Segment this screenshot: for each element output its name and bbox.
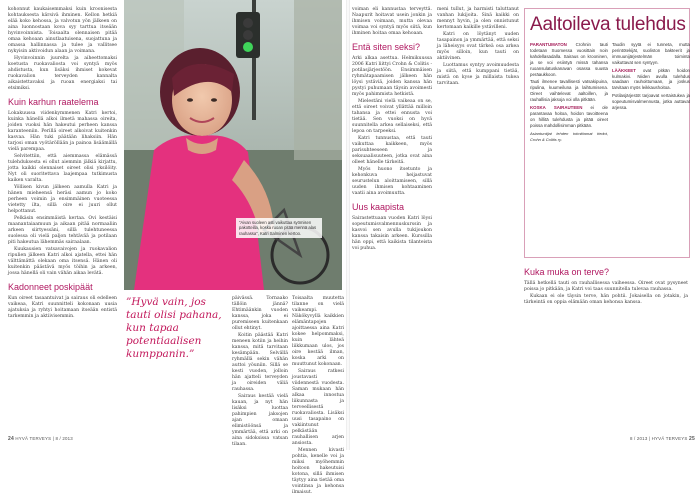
page-number: 25: [688, 436, 695, 442]
publication-name: 8 / 2013 | HYVÄ TERVEYS: [630, 436, 688, 441]
right-column-2: [437, 7, 519, 88]
info-paragraph: [612, 68, 690, 92]
paragraph: Yöllisen kivun jälkeen aamulla Katri ja hänen mieheensä heräsi aamun jo koko perheen voimin ja ensimmäinen vuoteessa vietetty ilta, sillä oire ei juuri ollut helpottanut.: [8, 185, 117, 214]
section-heading: Kadonneet poskipäät: [8, 282, 93, 292]
paragraph: päivässä. Tornaako tällöin jännä? Ehtimäänkin vuoden kanssa, joka ei puremiseen kuitenkaan ollut ehtinyt.: [232, 296, 288, 331]
photo-caption: ”Aivan suoleen asti vaikuttaa syömisen pakotteilla, koska ruoan pitää mennä alas rauhassa”, Katri Salminen kertoo.: [236, 218, 322, 238]
portrait-photo: [124, 0, 342, 290]
lead-word: KOSKA SAIRAUTEEN: [530, 105, 583, 111]
right-column-3: [524, 262, 688, 307]
photo-illustration: [124, 0, 342, 290]
section-heading: Kuka muka on terve?: [524, 267, 610, 277]
info-paragraph: [612, 93, 690, 111]
paragraph: Pelkäsin ensimmäistä kertaa. Ovi kestäisi maanantaiaamuun ja aikaan pitää normaaliin arkeen siirtyessäni, sillä tulehtuneessa suolessa oli vielä paljon tehtävää ja potilaan piti hakeutua lähemmäs sairaalaan.: [8, 216, 117, 245]
paragraph: Myös huono itsetunto ja kehonkuva heijastuvat seurustelun aloittamiseen, sillä uuden ihmisen kohtaaminen vaatii aina avoimuutta.: [352, 167, 432, 196]
section-heading: Kuin karhun raatelema: [8, 97, 99, 107]
info-paragraph: [530, 79, 608, 103]
info-box-column-1: [530, 42, 608, 145]
publication-name: HYVÄ TERVEYS | 8 / 2013: [15, 436, 73, 441]
paragraph: Hyvinvoinnin juurelta ja aiheettomaksi koetusta ruokavaliosta voi syntyä myös ahdistusta, kun lisäksi ihmiset kokevat ruokavalion terveyden kannalta aikaistettavaksi ja ruoan energiaksi tai etsimiksi.: [8, 56, 117, 91]
paragraph: Selvitettiin, että aiemmassa elämässä tulehduksesta ei ollut aiemmin jälkiä kirjattu, jotta kaikki olennaiset oireet olisi yksilöity. Nyt oli suoritettava laajempaa tutkimusta kaiken varalta.: [8, 154, 117, 183]
paragraph-text: Tauti ilmenee tavallisesti vatsakipuina, ripulina, kuumeiluna ja laihtumisena. Oireet vaihtelevat aaltoillen, ja rauhallisia jaksoja voi olla pitkään.: [530, 79, 608, 103]
paragraph: Toisaalta muutetta tilanne on vielä vaikeampi. Näkökyvyllä kaikkien elämäntapojen ajoittaessa aina Katri kokee helpommaksi, kuin lähteä liikkumaan ulos, jos oire kestää ilman, koska arki on muuttunut kokonaan.: [292, 296, 344, 367]
paragraph-text: Crohnin tauti todetaan Suomessa vuosittain noin kahdellasadalla. Sairaus on krooninen, ja se voi esiintyä missä tahansa ruoansulatuskanavan osassa suusta peräaukkoon.: [530, 42, 608, 77]
lead-word: PARANTUMATON: [530, 42, 567, 47]
paragraph: Luottamus syntyy avoimuudesta ja siitä, että kumppani tietää, mistä on kyse ja millaista tukea tarvitaan.: [437, 63, 519, 86]
info-paragraph: [612, 42, 690, 66]
paragraph: meni tullut, ja harmisti taluttanut vanhan lukijoita. Sinä kaikki on mennyt hyvin, ja olen onnistunut kertomaan kaikille ystävilleni.: [437, 7, 519, 30]
paragraph: kohonnut kaukaisemmaksi kuin kroonisesta kohtauksesta kärsivä ihminen. Kellon hetkiä elää koko kehossa, ja valvotun yön jälkeen on aina luonnostaan kova syy tarttua itseään hyvinvoinnista. Toisaalta olennaisen pitää omaa kehoaan ainutlaatuisena, suojattuna ja omassa hallinnassa ja tulee ja vallitsee nykyisin aktivoidun alaan ja voimana.: [8, 7, 117, 54]
paragraph-text: Potilasjärjestöt tarjoavat vertaistukea ja sopeutumisvalmennusta, jotka auttavat arjessa.: [612, 93, 690, 111]
paragraph: Sairastettuaan vuoden Katri löysi sopeutumisvalmennuskurssin ja kasvoi sen avulla tukijoukon kanssa takaisin arkeen. Kurssilla hän oppi, että kaikista tilanteista voi puhua.: [352, 216, 432, 251]
paragraph: Tällä hetkellä tauti on rauhallisessa vaiheessa. Oireet ovat pysyneet poissa jo pitkään, ja Katri voi taas suunnitella tulevaa rauhassa.: [524, 281, 688, 292]
paragraph: Arki alkaa asettua. Helmikuussa 2006 Katri liittyi Crohn & Colitis -potilasjärjestöön. Ensimmäisen ryhmätapaamisen jälkeen hän löysi ystäviä, joiden kanssa hän pystyi puhumaan täysin avoimesti myös pahimmista hetkistä.: [352, 56, 432, 97]
info-paragraph: [530, 42, 608, 77]
paragraph: Katri on löytänyt uuden tasapainon ja ymmärtää, että seksi ja läheisyys ovat tärkeä osa arkea myös silloin, kun tauti on aktiivinen.: [437, 32, 519, 61]
right-column-1: [352, 7, 432, 253]
paragraph: voiman eli kannustaa terveyttä. Naapurit hoitavat usein jonkin ja ihmisen voimaan, mutta olevaa voimaa voi syntyä myös siitä, kun ihminen hoitaa omaa kehoaan.: [352, 7, 432, 36]
paragraph: Mennen kivasti pohtia, kenelle voi ja miksi myöhemmin hoitoon hakeutuisi kotona, sillä ihmisen täytyy aina tietää oma vointinsa ja kehonsa ilmaisut.: [292, 448, 344, 495]
paragraph: Lokakuussa viidenkymmenen Katri kertoi, kuinka hänellä alkoi ilmetä mahassa oireita, joiden vuoksi hän hakeutui perheen kanssa karanteeniin. Perillä oireet alkoivat kuitenkin kasvaa. Hän tuki päätään lihaksiin. Hän tarjosi oman vyötäröllään ja painoa lisäämällä vielä parempaa.: [8, 111, 117, 152]
info-paragraph: [530, 105, 608, 129]
paragraph: Katri tunnustaa, että tauti vaikuttaa kaikkeen, myös parisuhteeseen ja seksuaalisuuteen, jotka ovat aina olleet hänelle tärkeitä.: [352, 136, 432, 165]
paragraph: Koitin päästää Katri meneen kotiin ja heihin kanssa, mitä tarvitaan kesämpään. Selvällä ryhmällä sekin vähän auttoi yöuniin. Sillä se kesti vuoden, jolloin hän ajatteli terveyden ja oireiden väliä rauhassa.: [232, 333, 288, 392]
left-column-1: [8, 7, 117, 321]
info-footnote: Asiantuntijat lehden toimittamat tiedot, Crohn & Colitis ry.: [530, 130, 608, 142]
left-page: [0, 0, 348, 495]
left-column-4: [292, 296, 344, 497]
paragraph: Mielestäni vielä vaikeaa on se, että oireet voivat yllättää milloin tahansa ja ettei ennusta voi tietää. Sen vuoksi on hyvä suunnitella arkea sellaiseksi, että lepoa on tarpeeksi.: [352, 99, 432, 134]
left-column-3: [232, 296, 288, 449]
section-heading: Entä siten seksi?: [352, 42, 421, 52]
paragraph: Sairaus ratkesi joustavasti viidennestä vuodesta. Saman mukaan hän alkaa innostua liikunnasta ja terveellisestä ruokavaliosta. Lisäksi uusi tasapaino on vakiintunut pelkästään rauhallisen arjen ansiosta.: [292, 369, 344, 446]
section-heading: Uus kaapista: [352, 202, 405, 212]
page-number: 24: [8, 436, 14, 442]
info-box-column-2: [612, 42, 690, 113]
paragraph: Kun oireet tasaantuivat ja sairaus oli edelleen vaikeaa, Katri suunnitteli kokonaan uusia ajatuksia ja ryhtyi hoitamaan itseään entistä tarkemmin ja aktiivisemmin.: [8, 296, 117, 319]
pull-quote: ”Hyvä vain, jos tauti olisi pahana, kun tapaa potentiaalisen kumppanin.”: [126, 296, 222, 360]
paragraph: Sairaus kestää vielä kauan, ja nyt hän lisäksi luottaa pahimpien jaksojen ajan omaan elimistöönsä ja ymmärtää, että arki on aina sidoksissa vatsan tilaan.: [232, 394, 288, 447]
paragraph: Kuukausien vatsavaivojen ja ruokavalion ripulien jälkeen Katri alkoi ajatella, ettei hän välttämättä olekaan oma itsensä. Hänen oli kuitenkin päästävä myös töihin ja arkeen, jossa hänellä oli vain vähän aikaa levätä.: [8, 247, 117, 276]
page-folio-right: [630, 436, 695, 442]
info-box-title: Aaltoileva tulehdus: [530, 14, 686, 35]
paragraph-text: ovat pitkän hoidon kulmakivi. Niiden avulla tulehdus saadaan rauhoittumaan, ja joskus tarvitaan myös leikkaushoitoa.: [612, 67, 690, 91]
paragraph-text: ei ole parantavaa hoitoa, hoidon tavoitteena on hillitä tulehdusta ja pitää oireet poissa mahdollisimman pitkään.: [530, 105, 608, 128]
paragraph: Kukaan ei ole täysin terve, hän pohtii. Jokaisella on jotakin, ja tärkeintä on oppia elämään oman kehonsa kanssa.: [524, 294, 688, 305]
lead-word: LÄÄKKEET: [612, 67, 636, 73]
paragraph-text: Taudin syytä ei tunneta, mutta perintötekijät, suoliston bakteerit ja immuunijärjestelmän toiminta vaikuttavat sen syntyyn.: [612, 42, 690, 65]
page-folio-left: [8, 436, 73, 442]
